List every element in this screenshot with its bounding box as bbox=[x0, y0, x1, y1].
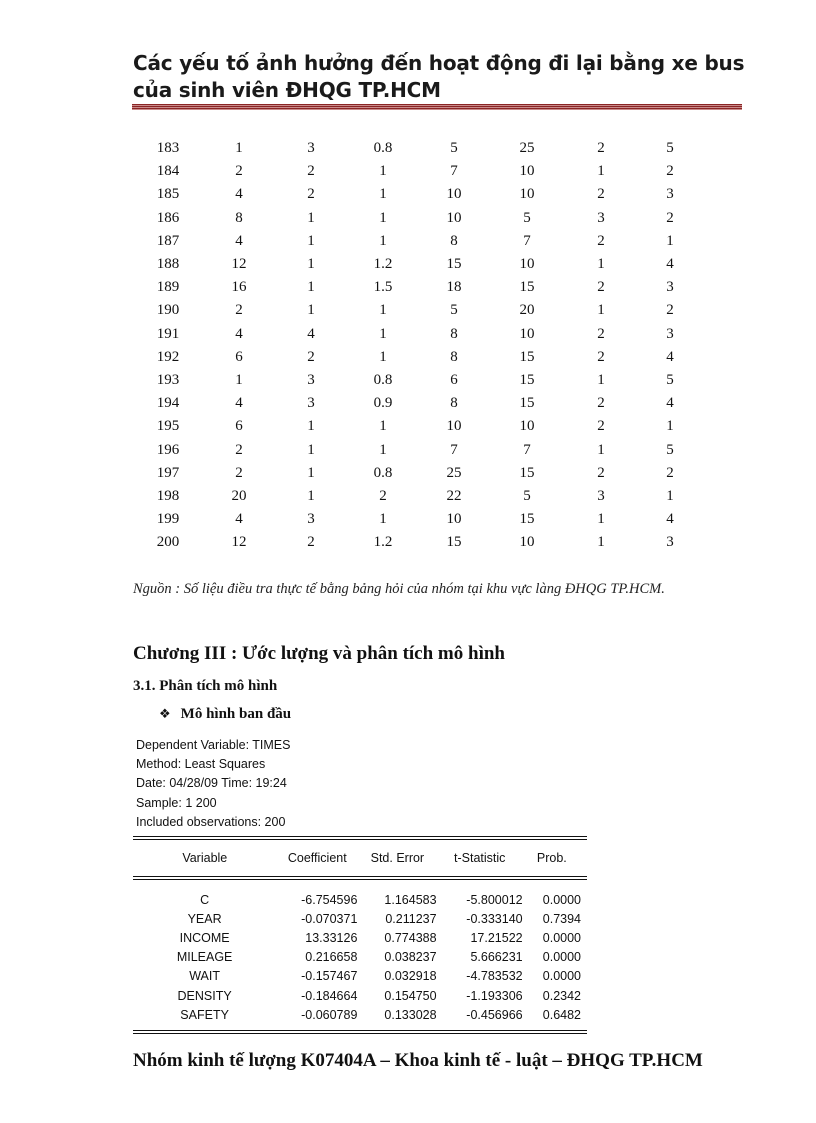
table-cell: 1 bbox=[379, 163, 387, 180]
table-row bbox=[133, 392, 703, 415]
table-cell: 8 bbox=[450, 325, 458, 342]
prob-cell: 0.0000 bbox=[542, 892, 581, 907]
table-cell: 7 bbox=[450, 441, 458, 458]
table-cell: 1 bbox=[307, 232, 315, 249]
table-cell: 5 bbox=[450, 302, 458, 319]
table-cell: 1 bbox=[666, 487, 674, 504]
table-cell: 1 bbox=[307, 418, 315, 435]
table-cell: 10 bbox=[446, 209, 462, 226]
table-cell: 15 bbox=[519, 511, 535, 528]
table-cell: 1.5 bbox=[373, 279, 393, 296]
table-cell: 2 bbox=[597, 325, 605, 342]
table-cell: 2 bbox=[597, 348, 605, 365]
table-cell: 1 bbox=[597, 534, 605, 551]
table-cell: 10 bbox=[519, 325, 535, 342]
table-cell: 2 bbox=[666, 209, 674, 226]
row-id-cell: 199 bbox=[156, 511, 180, 528]
table-cell: 1 bbox=[379, 418, 387, 435]
row-id-cell: 187 bbox=[156, 232, 180, 249]
coefficient-cell: -0.184664 bbox=[301, 988, 358, 1003]
table-cell: 4 bbox=[666, 348, 674, 365]
table-cell: 3 bbox=[307, 371, 315, 388]
table-cell: 2 bbox=[597, 395, 605, 412]
prob-cell: 0.6482 bbox=[542, 1007, 581, 1022]
table-row bbox=[133, 230, 703, 253]
t-statistic-cell: -0.333140 bbox=[466, 911, 523, 926]
table-cell: 15 bbox=[519, 464, 535, 481]
table-cell: 10 bbox=[446, 186, 462, 203]
table-cell: 1 bbox=[597, 163, 605, 180]
prob-cell: 0.0000 bbox=[542, 950, 581, 965]
table-row bbox=[133, 415, 703, 438]
section-heading: 3.1. Phân tích mô hình bbox=[133, 678, 278, 694]
row-id-cell: 186 bbox=[156, 209, 180, 226]
model-heading-label: Mô hình ban đầu bbox=[180, 706, 292, 722]
table-cell: 4 bbox=[666, 511, 674, 528]
table-cell: 2 bbox=[307, 163, 315, 180]
table-cell: 5 bbox=[523, 487, 531, 504]
table-row bbox=[133, 299, 703, 322]
regression-table bbox=[133, 840, 587, 876]
table-cell: 1 bbox=[235, 371, 243, 388]
page-header-title: Các yếu tố ảnh hưởng đến hoạt động đi lại bằng xe bus của sinh viên ĐHQG TP.HCM bbox=[133, 51, 745, 102]
prob-cell: 0.2342 bbox=[542, 988, 581, 1003]
meta-method: Method: Least Squares bbox=[136, 757, 266, 772]
table-cell: 12 bbox=[231, 534, 247, 551]
table-cell: 4 bbox=[235, 186, 243, 203]
coefficient-cell: -0.157467 bbox=[301, 969, 358, 984]
row-id-cell: 190 bbox=[156, 302, 180, 319]
table-cell: 8 bbox=[450, 348, 458, 365]
t-statistic-cell: -5.800012 bbox=[466, 892, 523, 907]
table-cell: 2 bbox=[235, 441, 243, 458]
row-id-cell: 200 bbox=[156, 534, 180, 551]
table-cell: 1 bbox=[235, 140, 243, 157]
table-cell: 1.2 bbox=[373, 256, 393, 273]
table-cell: 2 bbox=[307, 534, 315, 551]
prob-cell: 0.0000 bbox=[542, 969, 581, 984]
table-cell: 2 bbox=[597, 279, 605, 296]
table-cell: 2 bbox=[235, 163, 243, 180]
row-id-cell: 195 bbox=[156, 418, 180, 435]
col-header-t-statistic: t-Statistic bbox=[454, 851, 506, 865]
table-cell: 20 bbox=[231, 487, 247, 504]
source-note: Nguồn : Số liệu điều tra thực tế bằng bảng hỏi của nhóm tại khu vực làng ĐHQG TP.HCM. bbox=[133, 581, 665, 597]
table-cell: 4 bbox=[235, 232, 243, 249]
table-cell: 1 bbox=[379, 348, 387, 365]
table-cell: 1 bbox=[307, 302, 315, 319]
std-error-cell: 0.774388 bbox=[384, 930, 437, 945]
table-cell: 1 bbox=[379, 325, 387, 342]
variable-cell: MILEAGE bbox=[176, 950, 233, 965]
table-cell: 6 bbox=[450, 371, 458, 388]
table-cell: 1 bbox=[379, 186, 387, 203]
table-cell: 3 bbox=[597, 487, 605, 504]
table-row bbox=[133, 253, 703, 276]
table-cell: 1 bbox=[597, 371, 605, 388]
row-id-cell: 198 bbox=[156, 487, 180, 504]
table-cell: 2 bbox=[666, 464, 674, 481]
spacer-row bbox=[133, 880, 587, 890]
table-cell: 3 bbox=[666, 534, 674, 551]
table-cell: 2 bbox=[597, 232, 605, 249]
prob-cell: 0.7394 bbox=[542, 911, 581, 926]
table-cell: 4 bbox=[235, 395, 243, 412]
table-cell: 3 bbox=[307, 140, 315, 157]
table-cell: 2 bbox=[235, 464, 243, 481]
table-row bbox=[133, 346, 703, 369]
t-statistic-cell: -4.783532 bbox=[466, 969, 523, 984]
table-cell: 4 bbox=[235, 325, 243, 342]
row-id-cell: 193 bbox=[156, 371, 180, 388]
chapter-heading: Chương III : Ước lượng và phân tích mô hình bbox=[133, 643, 505, 664]
row-id-cell: 197 bbox=[156, 464, 180, 481]
table-cell: 2 bbox=[379, 487, 387, 504]
table-cell: 2 bbox=[307, 348, 315, 365]
regression-row bbox=[133, 928, 587, 947]
std-error-cell: 0.038237 bbox=[384, 950, 437, 965]
prob-cell: 0.0000 bbox=[542, 930, 581, 945]
row-id-cell: 194 bbox=[156, 395, 180, 412]
row-id-cell: 189 bbox=[156, 279, 180, 296]
table-row bbox=[133, 438, 703, 461]
regression-output bbox=[133, 836, 587, 1034]
table-row bbox=[133, 207, 703, 230]
regression-row bbox=[133, 986, 587, 1005]
coefficient-cell: 0.216658 bbox=[305, 950, 358, 965]
table-cell: 25 bbox=[446, 464, 462, 481]
meta-observations: Included observations: 200 bbox=[136, 814, 286, 829]
table-cell: 10 bbox=[446, 511, 462, 528]
col-header-std-error: Std. Error bbox=[370, 851, 425, 865]
table-row bbox=[133, 462, 703, 485]
table-cell: 1 bbox=[666, 232, 674, 249]
regression-meta bbox=[136, 736, 291, 832]
model-heading bbox=[159, 706, 291, 723]
table-cell: 3 bbox=[307, 395, 315, 412]
table-cell: 20 bbox=[519, 302, 535, 319]
table-cell: 1 bbox=[307, 441, 315, 458]
meta-dependent-variable: Dependent Variable: TIMES bbox=[136, 738, 291, 752]
table-cell: 8 bbox=[450, 232, 458, 249]
table-cell: 8 bbox=[450, 395, 458, 412]
table-cell: 15 bbox=[519, 371, 535, 388]
table-row bbox=[133, 276, 703, 299]
table-cell: 0.9 bbox=[373, 395, 393, 412]
table-cell: 15 bbox=[519, 348, 535, 365]
regression-row bbox=[133, 909, 587, 928]
bottom-double-rule bbox=[133, 1030, 587, 1034]
table-cell: 5 bbox=[666, 441, 674, 458]
table-cell: 1 bbox=[666, 418, 674, 435]
header-rule bbox=[132, 104, 742, 110]
variable-cell: WAIT bbox=[189, 969, 220, 984]
table-cell: 1 bbox=[379, 302, 387, 319]
regression-row bbox=[133, 967, 587, 986]
table-cell: 22 bbox=[446, 487, 462, 504]
table-cell: 1 bbox=[597, 256, 605, 273]
table-cell: 7 bbox=[450, 163, 458, 180]
table-cell: 12 bbox=[231, 256, 247, 273]
table-cell: 3 bbox=[666, 279, 674, 296]
row-id-cell: 191 bbox=[156, 325, 180, 342]
table-cell: 16 bbox=[231, 279, 247, 296]
table-cell: 6 bbox=[235, 348, 243, 365]
table-cell: 0.8 bbox=[373, 140, 393, 157]
table-cell: 10 bbox=[446, 418, 462, 435]
variable-cell: YEAR bbox=[187, 911, 222, 926]
table-cell: 2 bbox=[235, 302, 243, 319]
table-cell: 2 bbox=[597, 464, 605, 481]
table-cell: 0.8 bbox=[373, 464, 393, 481]
col-header-variable: Variable bbox=[182, 851, 228, 865]
std-error-cell: 0.133028 bbox=[384, 1007, 437, 1022]
table-cell: 1 bbox=[307, 256, 315, 273]
table-cell: 10 bbox=[519, 418, 535, 435]
regression-row bbox=[133, 890, 587, 909]
table-cell: 2 bbox=[597, 186, 605, 203]
row-id-cell: 188 bbox=[156, 256, 180, 273]
table-cell: 2 bbox=[666, 302, 674, 319]
col-header-prob: Prob. bbox=[536, 851, 567, 865]
table-cell: 1 bbox=[597, 511, 605, 528]
table-cell: 3 bbox=[666, 325, 674, 342]
table-cell: 7 bbox=[523, 232, 531, 249]
table-cell: 1 bbox=[379, 232, 387, 249]
table-cell: 7 bbox=[523, 441, 531, 458]
coefficient-cell: 13.33126 bbox=[305, 930, 358, 945]
table-cell: 2 bbox=[597, 140, 605, 157]
table-cell: 3 bbox=[307, 511, 315, 528]
table-row bbox=[133, 531, 703, 554]
table-cell: 8 bbox=[235, 209, 243, 226]
t-statistic-cell: -0.456966 bbox=[466, 1007, 523, 1022]
table-cell: 6 bbox=[235, 418, 243, 435]
table-cell: 3 bbox=[666, 186, 674, 203]
table-cell: 2 bbox=[666, 163, 674, 180]
row-id-cell: 192 bbox=[156, 348, 180, 365]
table-row bbox=[133, 323, 703, 346]
table-cell: 4 bbox=[235, 511, 243, 528]
regression-body-table bbox=[133, 880, 587, 1030]
row-id-cell: 184 bbox=[156, 163, 180, 180]
table-cell: 25 bbox=[519, 140, 535, 157]
table-row bbox=[133, 485, 703, 508]
table-cell: 1.2 bbox=[373, 534, 393, 551]
table-cell: 1 bbox=[379, 209, 387, 226]
table-cell: 10 bbox=[519, 163, 535, 180]
row-id-cell: 183 bbox=[156, 140, 180, 157]
table-cell: 2 bbox=[597, 418, 605, 435]
table-cell: 5 bbox=[450, 140, 458, 157]
table-cell: 2 bbox=[307, 186, 315, 203]
row-id-cell: 185 bbox=[156, 186, 180, 203]
coefficient-cell: -0.060789 bbox=[301, 1007, 358, 1022]
variable-cell: SAFETY bbox=[180, 1007, 229, 1022]
variable-cell: DENSITY bbox=[177, 988, 232, 1003]
table-cell: 15 bbox=[519, 395, 535, 412]
regression-row bbox=[133, 1005, 587, 1024]
table-cell: 1 bbox=[379, 511, 387, 528]
table-cell: 5 bbox=[523, 209, 531, 226]
meta-sample: Sample: 1 200 bbox=[136, 795, 217, 810]
table-row bbox=[133, 137, 703, 160]
table-cell: 15 bbox=[446, 256, 462, 273]
table-cell: 0.8 bbox=[373, 371, 393, 388]
t-statistic-cell: -1.193306 bbox=[466, 988, 523, 1003]
std-error-cell: 0.154750 bbox=[384, 988, 437, 1003]
table-row bbox=[133, 160, 703, 183]
table-row bbox=[133, 369, 703, 392]
table-cell: 1 bbox=[379, 441, 387, 458]
table-cell: 5 bbox=[666, 140, 674, 157]
coefficient-cell: -0.070371 bbox=[301, 911, 358, 926]
table-cell: 10 bbox=[519, 256, 535, 273]
table-cell: 10 bbox=[519, 534, 535, 551]
table-cell: 10 bbox=[519, 186, 535, 203]
table-cell: 1 bbox=[597, 302, 605, 319]
table-cell: 18 bbox=[446, 279, 462, 296]
variable-cell: C bbox=[200, 892, 210, 907]
table-row bbox=[133, 183, 703, 206]
table-cell: 1 bbox=[307, 487, 315, 504]
regression-row bbox=[133, 948, 587, 967]
table-cell: 1 bbox=[307, 209, 315, 226]
std-error-cell: 0.032918 bbox=[384, 969, 437, 984]
table-cell: 5 bbox=[666, 371, 674, 388]
table-row bbox=[133, 508, 703, 531]
table-cell: 15 bbox=[519, 279, 535, 296]
std-error-cell: 1.164583 bbox=[384, 892, 437, 907]
col-header-coefficient: Coefficient bbox=[287, 851, 347, 865]
survey-data-table bbox=[133, 137, 703, 554]
regression-header-row bbox=[133, 840, 587, 876]
meta-date-time: Date: 04/28/09 Time: 19:24 bbox=[136, 776, 287, 791]
row-id-cell: 196 bbox=[156, 441, 180, 458]
t-statistic-cell: 17.21522 bbox=[470, 930, 523, 945]
table-cell: 4 bbox=[307, 325, 315, 342]
table-cell: 3 bbox=[597, 209, 605, 226]
t-statistic-cell: 5.666231 bbox=[470, 950, 523, 965]
diamond-bullet-icon: ❖ bbox=[159, 707, 171, 722]
coefficient-cell: -6.754596 bbox=[301, 892, 358, 907]
variable-cell: INCOME bbox=[179, 930, 230, 945]
page-footer: Nhóm kinh tế lượng K07404A – Khoa kinh tế - luật – ĐHQG TP.HCM bbox=[133, 1050, 703, 1071]
table-cell: 4 bbox=[666, 395, 674, 412]
std-error-cell: 0.211237 bbox=[385, 911, 437, 926]
table-cell: 1 bbox=[597, 441, 605, 458]
table-cell: 1 bbox=[307, 279, 315, 296]
table-cell: 15 bbox=[446, 534, 462, 551]
table-cell: 4 bbox=[666, 256, 674, 273]
table-cell: 1 bbox=[307, 464, 315, 481]
